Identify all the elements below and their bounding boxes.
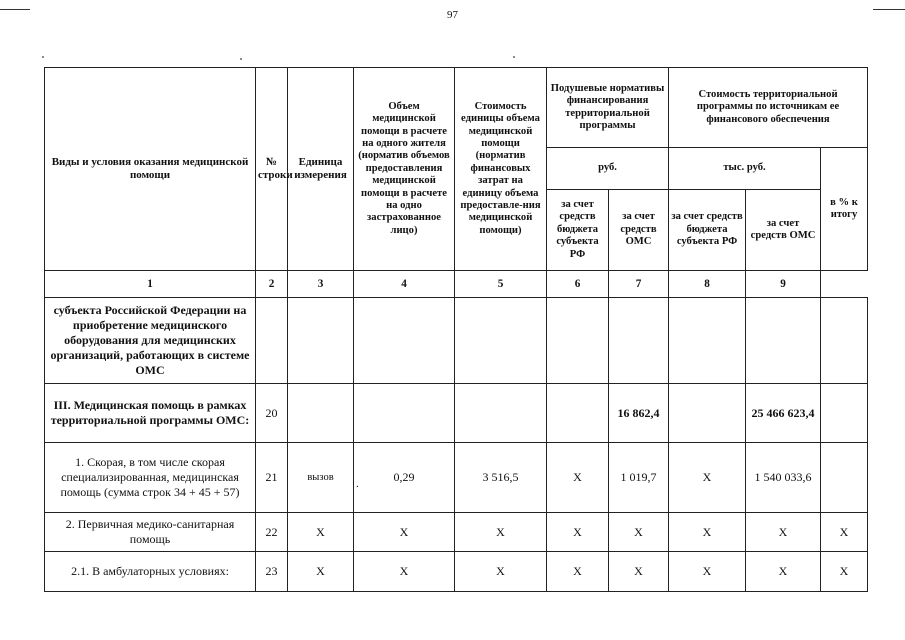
row-c5: Х: [547, 513, 609, 552]
header-group-cost-by-source: Стоимость территориальной программы по источникам ее финансового обеспечения: [669, 68, 868, 148]
row-c8: [746, 298, 821, 384]
column-number: 1: [45, 271, 256, 298]
row-c7: Х: [669, 513, 746, 552]
row-c7: Х: [669, 443, 746, 513]
table-row: [45, 513, 868, 552]
row-unit: Х: [288, 552, 354, 592]
column-number: 2: [256, 271, 288, 298]
table-row: [45, 298, 868, 384]
row-c6: Х: [609, 552, 669, 592]
row-c5: Х: [547, 443, 609, 513]
row-unit: [288, 298, 354, 384]
row-number: 20: [256, 384, 288, 443]
row-c9: [821, 443, 868, 513]
row-label: субъекта Российской Федерации на приобретение медицинского оборудования для медицинских организаций, работающих в системе ОМС: [45, 298, 256, 384]
column-number: 4: [354, 271, 455, 298]
header-unit-rub: руб.: [547, 148, 669, 190]
row-label: 2.1. В амбулаторных условиях:: [45, 552, 256, 592]
header-oms-6: за счет средств ОМС: [609, 190, 669, 271]
row-c6: [609, 298, 669, 384]
header-budget-rf-5: за счет средств бюджета субъекта РФ: [547, 190, 609, 271]
row-volume-mark: .: [356, 477, 359, 490]
column-number: 8: [669, 271, 746, 298]
row-number: 21: [256, 443, 288, 513]
row-c6: 16 862,4: [609, 384, 669, 443]
row-number: 23: [256, 552, 288, 592]
scan-speck: [240, 58, 242, 60]
row-c9: Х: [821, 513, 868, 552]
row-number: 22: [256, 513, 288, 552]
row-c5: Х: [547, 552, 609, 592]
row-c7: Х: [669, 552, 746, 592]
table-row: [45, 384, 868, 443]
column-number: 7: [609, 271, 669, 298]
scan-speck: [42, 56, 44, 58]
column-number: 5: [455, 271, 547, 298]
row-c9: [821, 384, 868, 443]
header-percent: в % к итогу: [821, 148, 868, 271]
column-number: 6: [547, 271, 609, 298]
row-c5: [547, 298, 609, 384]
row-cost: [455, 384, 547, 443]
row-c5: [547, 384, 609, 443]
header-kinds: Виды и условия оказания медицинской помощи: [45, 68, 256, 271]
row-unit: [288, 384, 354, 443]
row-unit: вызов: [288, 443, 354, 513]
row-c9: [821, 298, 868, 384]
row-volume: Х: [354, 552, 455, 592]
table-row: [45, 552, 868, 592]
header-unit-thousand-rub: тыс. руб.: [669, 148, 821, 190]
row-c6: 1 019,7: [609, 443, 669, 513]
row-volume: [354, 443, 455, 513]
row-volume: [354, 384, 455, 443]
row-unit: Х: [288, 513, 354, 552]
column-number: 3: [288, 271, 354, 298]
row-c8: 1 540 033,6: [746, 443, 821, 513]
row-cost: [455, 298, 547, 384]
row-cost: Х: [455, 513, 547, 552]
row-volume: [354, 298, 455, 384]
medical-care-table: [44, 67, 868, 592]
row-label: 1. Скорая, в том числе скорая специализированная, медицинская помощь (сумма строк 34 + 45 + 57): [45, 443, 256, 513]
header-group-per-capita: Подушевые нормативы финансирования территориальной программы: [547, 68, 669, 148]
row-c7: [669, 384, 746, 443]
row-label: III. Медицинская помощь в рамках территориальной программы ОМС:: [45, 384, 256, 443]
page-number: 97: [447, 9, 458, 21]
row-cost: Х: [455, 552, 547, 592]
header-volume: Объем медицинской помощи в расчете на одного жителя (норматив объемов предоставления медицинской помощи в расчете на одно застрахованное лицо): [354, 68, 455, 271]
header-unit: Единица измерения: [288, 68, 354, 271]
row-c6: Х: [609, 513, 669, 552]
row-cost: 3 516,5: [455, 443, 547, 513]
scan-speck: [513, 56, 515, 58]
header-row-no: № строки: [256, 68, 288, 271]
row-c8: Х: [746, 513, 821, 552]
header-oms-8: за счет средств ОМС: [746, 190, 821, 271]
row-volume-value: 0,29: [393, 470, 415, 484]
header-cost: Стоимость единицы объема медицинской помощи (норматив финансовых затрат на единицу объема предоставле-ния медицинской помощи): [455, 68, 547, 271]
row-c7: [669, 298, 746, 384]
column-number-row: [45, 271, 868, 298]
row-volume: Х: [354, 513, 455, 552]
row-c8: 25 466 623,4: [746, 384, 821, 443]
header-budget-rf-7: за счет средств бюджета субъекта РФ: [669, 190, 746, 271]
row-number: [256, 298, 288, 384]
row-label: 2. Первичная медико-санитарная помощь: [45, 513, 256, 552]
row-c9: Х: [821, 552, 868, 592]
row-c8: Х: [746, 552, 821, 592]
table-row: [45, 443, 868, 513]
column-number: 9: [746, 271, 821, 298]
